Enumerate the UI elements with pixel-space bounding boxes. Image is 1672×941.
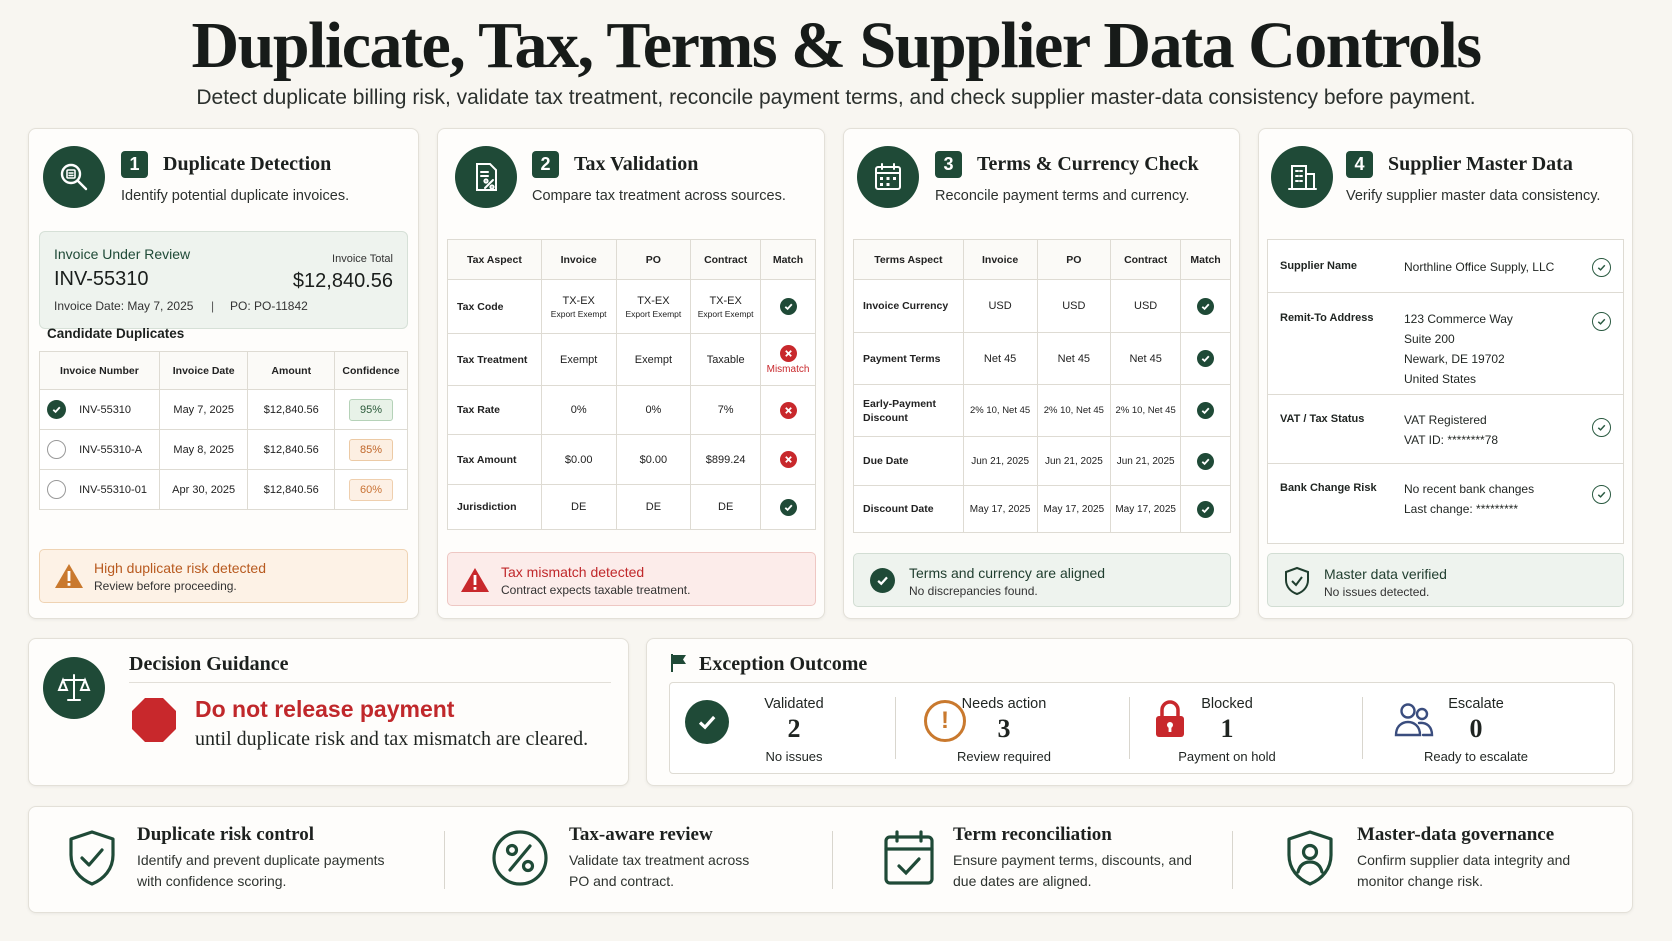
cell-value: Net 45 [1111,333,1181,385]
alert-subtitle: No issues detected. [1324,585,1430,599]
outcome-count: 2 [787,714,801,743]
tax-document-icon [455,146,517,208]
page-subtitle: Detect duplicate billing risk, validate tax treatment, reconcile payment terms, and check supplier master-data consistency before payment. [196,86,1476,109]
check-icon [1197,501,1214,518]
capability-description: Ensure payment terms, discounts, and due dates are aligned. [953,852,1192,889]
x-icon [780,451,797,468]
table-row [854,437,1231,486]
column-header: Invoice Number [40,352,160,390]
table-row [448,485,816,530]
candidate-number: INV-55310 [79,403,132,416]
outcome-sub: Ready to escalate [1423,749,1529,764]
divider [895,697,896,759]
alert-title: Tax mismatch detected [501,564,645,580]
terms-aligned-alert [853,553,1231,607]
cell-value: Net 45 [1037,333,1111,385]
step-badge: 2 [532,151,559,178]
card-title: Terms & Currency Check [977,153,1199,175]
field-label: VAT / Tax Status [1280,413,1365,425]
row-label: Due Date [854,437,964,486]
capability-title: Duplicate risk control [137,824,314,845]
candidate-date: May 8, 2025 [159,430,248,470]
check-icon [1197,350,1214,367]
alert-subtitle: Review before proceeding. [94,579,237,593]
card-title: Tax Validation [574,153,699,175]
field-value: VAT ID: ********78 [1404,433,1499,447]
field-value: 123 Commerce Way [1404,312,1513,326]
x-icon [780,402,797,419]
check-circle-icon [685,700,729,744]
field-value: Last change: ********* [1404,502,1519,516]
decision-headline: Do not release payment [195,696,455,722]
check-icon [780,298,797,315]
cell-value: 2% 10, Net 45 [1111,385,1181,437]
cell-value: Net 45 [963,333,1037,385]
supplier-master-data-card [1258,128,1633,619]
table-row [448,435,816,485]
card-description: Verify supplier master data consistency. [1346,188,1601,204]
master-data-verified-alert [1267,553,1624,607]
column-header: Invoice [541,240,616,280]
tax-comparison-table [447,239,816,530]
capability-description: Validate tax treatment across PO and contract. [569,852,750,889]
search-document-icon [43,146,105,208]
calendar-check-icon [882,829,936,887]
confidence-badge: 95% [349,399,393,421]
exception-title: Exception Outcome [699,653,868,675]
cell-value: Jun 21, 2025 [1037,437,1111,486]
candidate-amount: $12,840.56 [248,470,335,510]
calendar-icon [857,146,919,208]
candidate-number: INV-55310-A [79,443,143,456]
table-row[interactable] [40,390,408,430]
cell-value: USD [1111,280,1181,333]
outcome-sub: Review required [957,749,1051,764]
shield-user-icon [1285,829,1335,887]
candidate-amount: $12,840.56 [248,390,335,430]
confidence-badge: 85% [349,439,393,461]
column-header: PO [616,240,691,280]
card-description: Reconcile payment terms and currency. [935,188,1190,204]
tax-validation-card [437,128,825,619]
check-icon [1197,298,1214,315]
capability-description: Identify and prevent duplicate payments with confidence scoring. [137,852,385,889]
row-label: Tax Amount [448,435,542,485]
cell-value: 0% [616,386,691,435]
cell-subvalue: Export Exempt [697,308,754,319]
review-po: PO: PO-11842 [230,299,308,313]
candidates-title: Candidate Duplicates [47,326,185,341]
x-icon [780,345,797,362]
list-item [1268,395,1623,464]
column-header: Terms Aspect [854,240,964,280]
column-header: Contract [1111,240,1181,280]
mismatch-label: Mismatch [766,363,810,375]
verified-check-icon [1592,312,1611,331]
table-row[interactable] [40,470,408,510]
outcome-count: 0 [1469,714,1483,743]
radio-button[interactable] [47,480,66,499]
cell-value: Exempt [541,334,616,386]
table-row [854,333,1231,385]
candidate-date: Apr 30, 2025 [159,470,248,510]
field-value: No recent bank changes [1404,482,1535,496]
warning-icon [54,562,84,590]
column-header: Invoice [963,240,1037,280]
cell-value: TX-EX [637,294,670,307]
percent-icon [491,829,549,887]
cell-value: Jun 21, 2025 [1111,437,1181,486]
cell-value: 2% 10, Net 45 [1037,385,1111,437]
verified-check-icon [1592,418,1611,437]
review-total-label: Invoice Total [332,253,393,265]
supplier-data-list [1267,239,1624,544]
review-total: $12,840.56 [292,270,393,292]
card-title: Supplier Master Data [1388,153,1573,175]
alert-subtitle: Contract expects taxable treatment. [501,583,691,597]
step-badge: 3 [935,151,962,178]
check-icon [1197,402,1214,419]
field-value: Northline Office Supply, LLC [1404,260,1555,274]
outcome-label: Blocked [1201,696,1253,712]
row-label: Tax Treatment [448,334,542,386]
review-separator: | [211,299,215,313]
card-title: Duplicate Detection [163,153,332,175]
divider [129,682,611,683]
alert-title: Terms and currency are aligned [909,565,1106,581]
step-badge: 4 [1346,151,1373,178]
capability-title: Term reconciliation [953,824,1112,845]
cell-value: May 17, 2025 [963,486,1037,533]
row-label: Discount Date [854,486,964,533]
cell-value: 2% 10, Net 45 [963,385,1037,437]
outcome-count: 1 [1220,714,1234,743]
decision-title: Decision Guidance [129,653,289,675]
invoice-under-review-panel [39,231,408,329]
candidate-number: INV-55310-01 [79,483,147,496]
field-value: United States [1404,372,1477,386]
terms-comparison-table [853,239,1231,533]
terms-currency-card [843,128,1240,619]
row-label: Payment Terms [854,333,964,385]
outcome-label: Validated [764,696,824,712]
candidate-duplicates-table [39,351,408,510]
field-label: Bank Change Risk [1280,482,1377,494]
table-row[interactable] [40,430,408,470]
verified-check-icon [1592,485,1611,504]
outcome-panel [669,682,1615,774]
scales-icon [43,657,105,719]
check-icon [780,499,797,516]
cell-value: May 17, 2025 [1111,486,1181,533]
duplicate-detection-card [28,128,419,619]
warning-icon [460,566,490,594]
candidate-date: May 7, 2025 [159,390,248,430]
capability-description: Confirm supplier data integrity and monitor change risk. [1357,852,1571,889]
cell-subvalue: Export Exempt [550,308,607,319]
card-description: Identify potential duplicate invoices. [121,188,350,204]
cell-value: $0.00 [616,435,691,485]
list-item [1268,293,1623,395]
table-row [448,280,816,334]
alert-subtitle: No discrepancies found. [909,584,1038,598]
capability-title: Master-data governance [1357,824,1555,845]
shield-check-icon [67,829,117,887]
cell-value: May 17, 2025 [1037,486,1111,533]
outcome-label: Needs action [961,696,1047,712]
divider [1362,697,1363,759]
divider [1129,697,1130,759]
field-value: VAT Registered [1404,413,1487,427]
column-header: Amount [248,352,335,390]
confidence-badge: 60% [349,479,393,501]
duplicate-risk-alert [39,549,408,603]
cell-value: Exempt [616,334,691,386]
cell-value: DE [541,485,616,530]
cell-value: USD [1037,280,1111,333]
building-icon [1271,146,1333,208]
column-header: Invoice Date [159,352,248,390]
cell-value: Jun 21, 2025 [963,437,1037,486]
column-header: PO [1037,240,1111,280]
decision-guidance-card [28,638,629,786]
capabilities-strip [28,806,1633,913]
list-item [1268,464,1623,544]
cell-value: 7% [691,386,761,435]
step-badge: 1 [121,151,148,178]
alert-title: Master data verified [1324,566,1447,582]
row-label: Tax Code [448,280,542,334]
cell-value: TX-EX [709,294,742,307]
outcome-label: Escalate [1448,696,1504,712]
cell-value: TX-EX [562,294,595,307]
flag-icon [670,653,688,673]
row-label: Early-Payment Discount [854,385,964,437]
exception-outcome-card [646,638,1633,786]
decision-detail: until duplicate risk and tax mismatch are cleared. [195,728,589,750]
field-label: Remit-To Address [1280,312,1374,324]
row-label: Invoice Currency [854,280,964,333]
list-item [1268,240,1623,293]
column-header: Match [761,240,816,280]
divider [444,831,445,889]
column-header: Match [1181,240,1231,280]
review-label: Invoice Under Review [54,246,191,262]
cell-subvalue: Export Exempt [625,308,682,319]
field-value: Suite 200 [1404,332,1455,346]
column-header: Confidence [335,352,408,390]
card-description: Compare tax treatment across sources. [532,188,786,204]
alert-title: High duplicate risk detected [94,560,266,576]
row-label: Tax Rate [448,386,542,435]
field-value: Newark, DE 19702 [1404,352,1505,366]
column-header: Tax Aspect [448,240,542,280]
table-row [854,486,1231,533]
divider [1232,831,1233,889]
cell-value: $899.24 [691,435,761,485]
check-icon [1197,453,1214,470]
cell-value: 0% [541,386,616,435]
column-header: Contract [691,240,761,280]
cell-value: DE [691,485,761,530]
table-row [854,280,1231,333]
page-title: Duplicate, Tax, Terms & Supplier Data Controls [191,9,1481,82]
check-circle-icon [870,568,895,593]
outcome-count: 3 [997,714,1011,743]
table-row [854,385,1231,437]
capability-title: Tax-aware review [569,824,713,845]
table-row [448,386,816,435]
field-label: Supplier Name [1280,260,1358,272]
candidate-amount: $12,840.56 [248,430,335,470]
outcome-sub: No issues [765,749,823,764]
cell-value: Taxable [691,334,761,386]
cell-value: $0.00 [541,435,616,485]
table-row [448,334,816,386]
tax-mismatch-alert [447,552,816,606]
cell-value: DE [616,485,691,530]
review-invoice-number: INV-55310 [54,268,149,290]
verified-check-icon [1592,258,1611,277]
stop-sign-icon [130,696,178,744]
review-date: Invoice Date: May 7, 2025 [54,299,194,313]
selected-check-icon[interactable] [47,400,66,419]
row-label: Jurisdiction [448,485,542,530]
outcome-sub: Payment on hold [1178,749,1276,764]
divider [832,831,833,889]
radio-button[interactable] [47,440,66,459]
cell-value: USD [963,280,1037,333]
shield-check-icon [1284,566,1310,596]
exclamation-icon: ! [924,700,966,742]
